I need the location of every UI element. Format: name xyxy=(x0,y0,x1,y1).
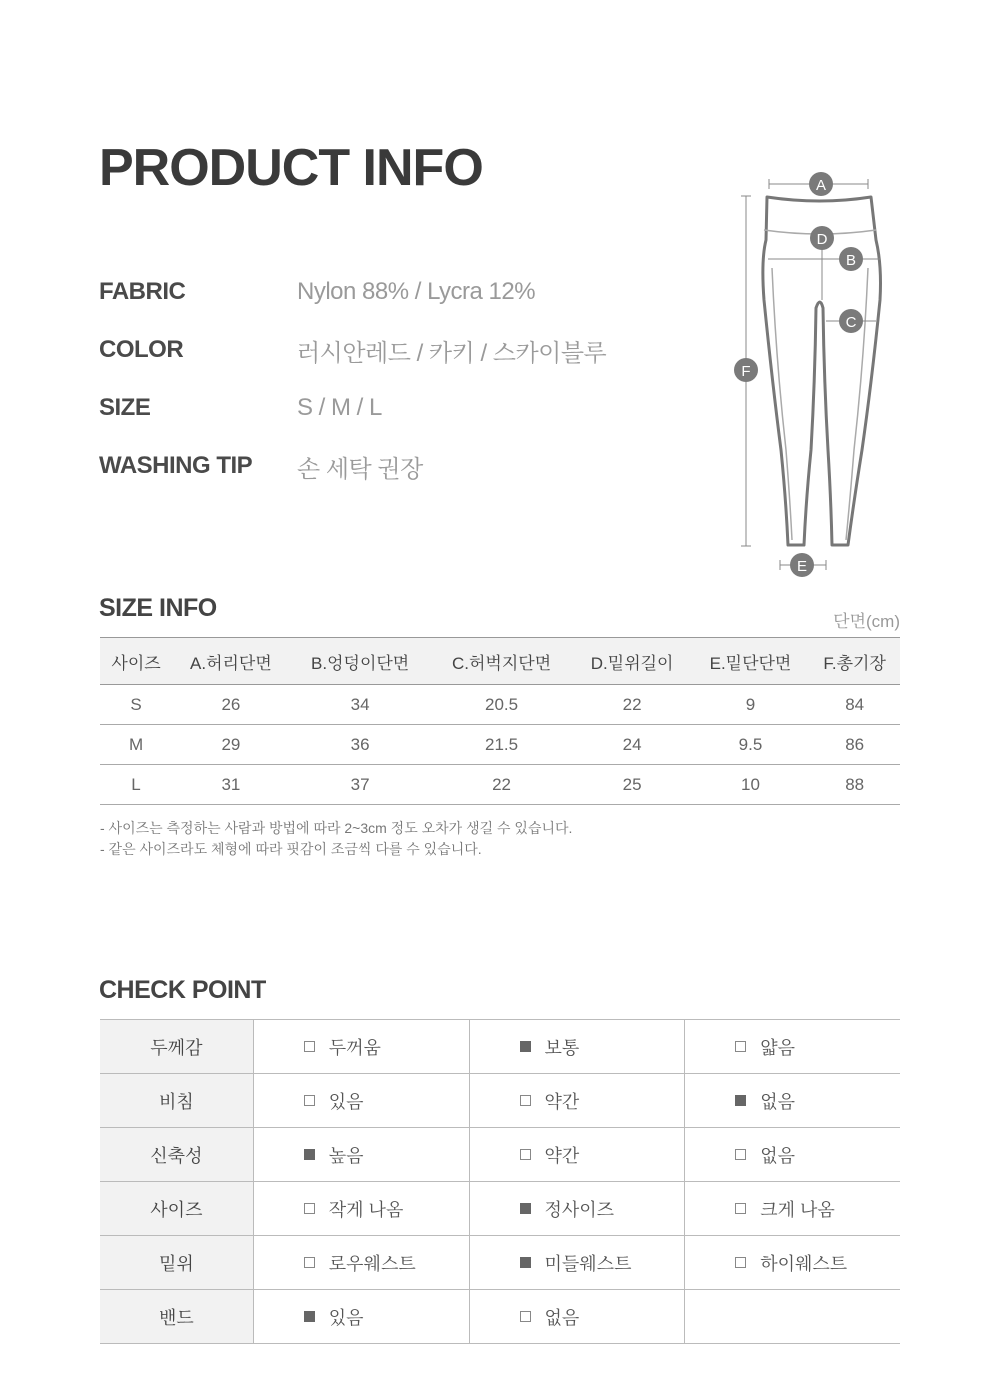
table-cell: 20.5 xyxy=(431,685,573,725)
spec-color xyxy=(99,330,659,370)
check-row-rise xyxy=(100,1236,900,1290)
table-cell: 21.5 xyxy=(431,725,573,765)
size-notes xyxy=(100,818,572,860)
checkbox-icon xyxy=(304,1095,315,1106)
table-row xyxy=(100,765,900,805)
check-row-band xyxy=(100,1290,900,1344)
check-option xyxy=(253,1236,469,1290)
marker-e xyxy=(790,553,814,577)
leggings-diagram xyxy=(725,168,915,583)
table-cell: 37 xyxy=(290,765,431,805)
check-label: 사이즈 xyxy=(100,1182,253,1236)
checkbox-icon xyxy=(520,1203,531,1214)
option-text: 없음 xyxy=(760,1145,796,1166)
marker-d xyxy=(810,226,834,250)
table-cell: 86 xyxy=(809,725,900,765)
spec-value: S / M / L xyxy=(297,394,382,421)
svg-text:D: D xyxy=(816,231,828,248)
column-header: F.총기장 xyxy=(809,638,900,685)
checkbox-icon xyxy=(735,1041,746,1052)
checkbox-icon xyxy=(735,1095,746,1106)
checkbox-icon xyxy=(520,1041,531,1052)
spec-value: 손 세탁 권장 xyxy=(297,455,423,483)
svg-text:B: B xyxy=(845,252,857,269)
table-cell: 9.5 xyxy=(692,725,810,765)
option-text: 높음 xyxy=(328,1145,364,1166)
svg-text:C: C xyxy=(845,314,857,331)
note-line: - 사이즈는 측정하는 사람과 방법에 따라 2~3cm 정도 오차가 생길 수 있습니다. xyxy=(100,820,573,836)
table-cell: 88 xyxy=(809,765,900,805)
check-row-size xyxy=(100,1182,900,1236)
option-text: 두꺼움 xyxy=(328,1037,381,1058)
checkbox-icon xyxy=(304,1041,315,1052)
table-cell: 24 xyxy=(573,725,692,765)
check-option xyxy=(685,1236,900,1290)
table-cell: M xyxy=(100,725,172,765)
marker-c xyxy=(839,309,863,333)
checkbox-icon xyxy=(304,1311,315,1322)
column-header: B.엉덩이단면 xyxy=(290,638,431,685)
check-option-empty xyxy=(685,1290,900,1344)
table-cell: 26 xyxy=(172,685,290,725)
column-header: D.밑위길이 xyxy=(573,638,692,685)
check-option xyxy=(253,1128,469,1182)
spec-label: FABRIC xyxy=(99,278,186,305)
column-header: C.허벅지단면 xyxy=(431,638,573,685)
table-cell: L xyxy=(100,765,172,805)
option-text: 없음 xyxy=(760,1091,796,1112)
table-row xyxy=(100,685,900,725)
check-option xyxy=(253,1290,469,1344)
checkbox-icon xyxy=(735,1257,746,1268)
note-line: - 같은 사이즈라도 체형에 따라 핏감이 조금씩 다를 수 있습니다. xyxy=(100,841,482,857)
checkbox-icon xyxy=(735,1203,746,1214)
table-cell: 36 xyxy=(290,725,431,765)
option-text: 없음 xyxy=(544,1307,580,1328)
check-label: 두께감 xyxy=(100,1020,253,1074)
option-text: 크게 나옴 xyxy=(760,1199,835,1220)
checkbox-icon xyxy=(304,1257,315,1268)
checkbox-icon xyxy=(520,1311,531,1322)
checkbox-icon xyxy=(520,1149,531,1160)
table-cell: 22 xyxy=(573,685,692,725)
check-label: 비침 xyxy=(100,1074,253,1128)
table-row xyxy=(100,725,900,765)
option-text: 있음 xyxy=(328,1307,364,1328)
check-option xyxy=(685,1128,900,1182)
size-table xyxy=(100,637,900,805)
checkbox-icon xyxy=(735,1149,746,1160)
check-option xyxy=(469,1074,685,1128)
size-info-heading: SIZE INFO xyxy=(99,594,217,622)
check-option xyxy=(253,1182,469,1236)
check-label: 밑위 xyxy=(100,1236,253,1290)
marker-f xyxy=(734,358,758,382)
spec-label: WASHING TIP xyxy=(99,452,253,479)
check-option xyxy=(253,1074,469,1128)
check-row-sheerness xyxy=(100,1074,900,1128)
table-cell: 34 xyxy=(290,685,431,725)
spec-value: Nylon 88% / Lycra 12% xyxy=(297,278,536,305)
spec-fabric xyxy=(99,272,659,312)
option-text: 미들웨스트 xyxy=(544,1253,632,1274)
column-header: E.밑단단면 xyxy=(692,638,810,685)
check-label: 신축성 xyxy=(100,1128,253,1182)
column-header: A.허리단면 xyxy=(172,638,290,685)
option-text: 있음 xyxy=(328,1091,364,1112)
column-header: 사이즈 xyxy=(100,638,172,685)
size-unit: 단면(cm) xyxy=(833,612,900,631)
check-option xyxy=(469,1290,685,1344)
table-cell: 22 xyxy=(431,765,573,805)
spec-label: SIZE xyxy=(99,394,151,421)
check-option xyxy=(685,1020,900,1074)
spec-label: COLOR xyxy=(99,336,184,363)
option-text: 작게 나옴 xyxy=(328,1199,404,1220)
check-option xyxy=(469,1236,685,1290)
table-header-row xyxy=(100,638,900,685)
check-option xyxy=(469,1182,685,1236)
spec-value: 러시안레드 / 카키 / 스카이블루 xyxy=(297,339,607,367)
check-row-thickness xyxy=(100,1020,900,1074)
check-label: 밴드 xyxy=(100,1290,253,1344)
checkbox-icon xyxy=(304,1149,315,1160)
table-cell: 31 xyxy=(172,765,290,805)
check-point-heading: CHECK POINT xyxy=(99,976,266,1004)
table-cell: 84 xyxy=(809,685,900,725)
option-text: 하이웨스트 xyxy=(760,1253,848,1274)
marker-a xyxy=(809,172,833,196)
page-title: PRODUCT INFO xyxy=(99,139,483,197)
check-option xyxy=(685,1182,900,1236)
check-row-stretch xyxy=(100,1128,900,1182)
table-cell: 9 xyxy=(692,685,810,725)
checkbox-icon xyxy=(304,1203,315,1214)
svg-text:F: F xyxy=(741,363,751,380)
option-text: 얇음 xyxy=(760,1037,796,1058)
marker-b xyxy=(839,247,863,271)
table-cell: 10 xyxy=(692,765,810,805)
spec-washing-tip xyxy=(99,446,659,486)
check-option xyxy=(469,1020,685,1074)
table-cell: S xyxy=(100,685,172,725)
option-text: 정사이즈 xyxy=(544,1199,615,1220)
option-text: 보통 xyxy=(544,1037,580,1058)
checkbox-icon xyxy=(520,1095,531,1106)
check-point-table xyxy=(100,1019,900,1344)
check-option xyxy=(685,1074,900,1128)
checkbox-icon xyxy=(520,1257,531,1268)
table-cell: 25 xyxy=(573,765,692,805)
svg-text:E: E xyxy=(796,558,808,575)
svg-text:A: A xyxy=(815,177,827,194)
table-cell: 29 xyxy=(172,725,290,765)
check-option xyxy=(469,1128,685,1182)
option-text: 약간 xyxy=(544,1145,580,1166)
spec-size xyxy=(99,388,659,428)
option-text: 약간 xyxy=(544,1091,580,1112)
check-option xyxy=(253,1020,469,1074)
option-text: 로우웨스트 xyxy=(328,1253,416,1274)
